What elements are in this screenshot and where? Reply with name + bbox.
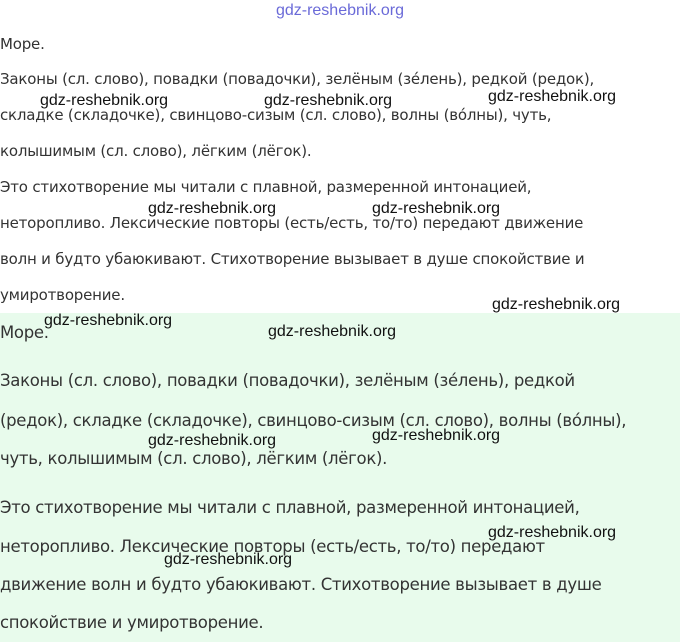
watermark: gdz-reshebnik.org — [164, 551, 293, 568]
block-1-line-3: колышимым (сл. слово), лёгким (лёгок). — [0, 142, 312, 160]
block-1-line-2: складке (складочке), свинцово-сизым (сл. слово), волны (во́лны), чуть, — [0, 106, 552, 124]
watermark: gdz-reshebnik.org — [372, 427, 501, 444]
block-2-line-5: неторопливо. Лексические повторы (есть/есть, то/то) передают — [0, 537, 545, 556]
block-1-line-6: волн и будто убаюкивают. Стихотворение вызывает в душе спокойствие и — [0, 250, 585, 268]
answer-block-1 — [0, 0, 680, 313]
watermark: gdz-reshebnik.org — [488, 524, 617, 541]
watermark: gdz-reshebnik.org — [44, 312, 173, 329]
block-2-line-7: спокойствие и умиротворение. — [0, 613, 264, 632]
watermark: gdz-reshebnik.org — [492, 296, 621, 313]
watermark: gdz-reshebnik.org — [40, 92, 169, 109]
block-2-line-6: движение волн и будто убаюкивают. Стихотворение вызывает в душе — [0, 575, 602, 594]
block-1-line-1: Законы (сл. слово), повадки (повадочки), зелёным (зе́лень), редкой (редок), — [0, 70, 595, 88]
watermark: gdz-reshebnik.org — [372, 200, 501, 217]
block-1-title: Море. — [0, 35, 45, 53]
block-2-title: Море. — [0, 323, 49, 342]
block-1-line-5: неторопливо. Лексические повторы (есть/есть, то/то) передают движение — [0, 214, 584, 232]
block-1-line-7: умиротворение. — [0, 286, 125, 304]
watermark: gdz-reshebnik.org — [268, 323, 397, 340]
block-2-line-4: Это стихотворение мы читали с плавной, размеренной интонацией, — [0, 498, 580, 517]
answer-block-2 — [0, 313, 680, 642]
watermark: gdz-reshebnik.org — [488, 88, 617, 105]
block-2-line-3: чуть, колышимым (сл. слово), лёгким (лёгок). — [0, 449, 388, 468]
block-2-line-2: (редок), складке (складочке), свинцово-сизым (сл. слово), волны (во́лны), — [0, 411, 627, 430]
site-header-link[interactable]: gdz-reshebnik.org — [275, 2, 405, 19]
watermark: gdz-reshebnik.org — [264, 92, 393, 109]
watermark: gdz-reshebnik.org — [148, 432, 277, 449]
block-1-line-4: Это стихотворение мы читали с плавной, размеренной интонацией, — [0, 178, 532, 196]
watermark: gdz-reshebnik.org — [148, 200, 277, 217]
block-2-line-1: Законы (сл. слово), повадки (повадочки), зелёным (зе́лень), редкой — [0, 371, 575, 390]
